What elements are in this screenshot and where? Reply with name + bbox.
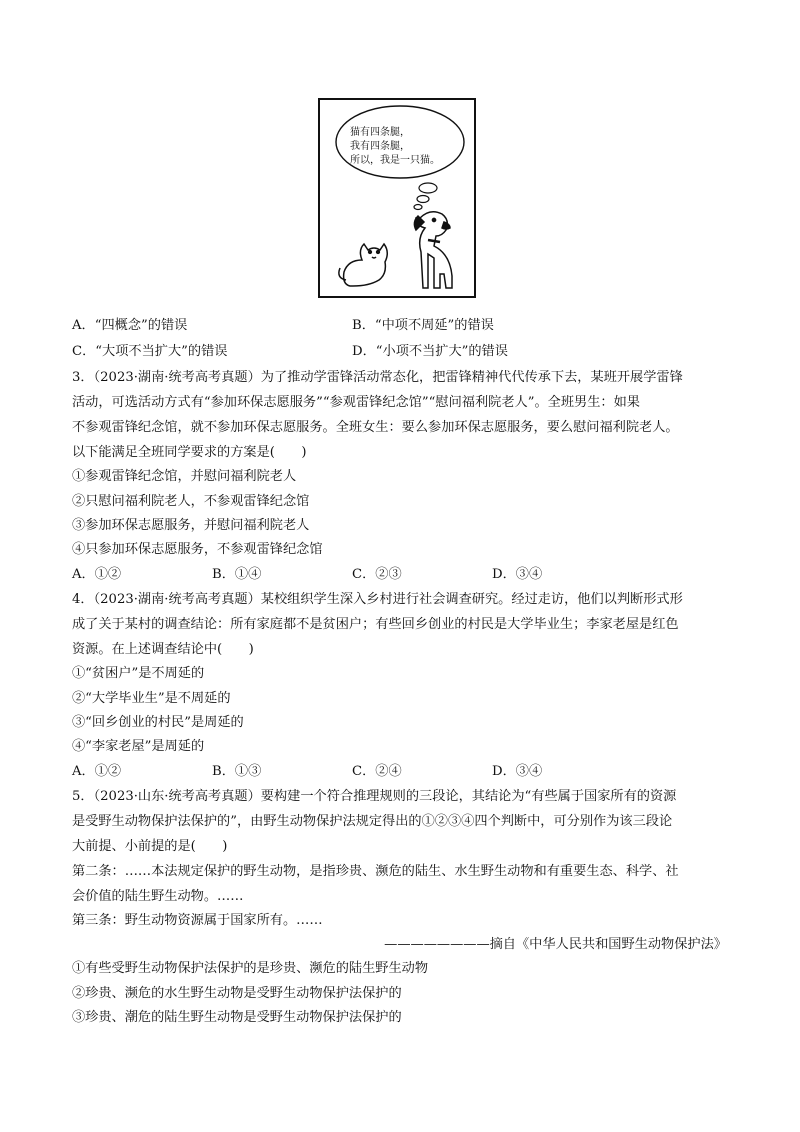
q3-option-d[interactable]: D．③④ (492, 567, 543, 582)
q2-option-a[interactable]: A．“四概念”的错误 (72, 318, 188, 333)
q5-statement: ①有些受野生动物保护法保护的是珍贵、濒危的陆生野生动物 (72, 961, 429, 976)
q3-stem-line: 不参观雷锋纪念馆，就不参加环保志愿服务。全班女生：要么参加环保志愿服务，要么慰问福利院老人。 (72, 420, 679, 435)
q4-stem-line: 资源。在上述调查结论中( ) (72, 642, 254, 657)
q4-stem-line: 4．（2023·湖南·统考高考真题）某校组织学生深入乡村进行社会调查研究。经过走访，他们以判断形式形 (72, 592, 683, 607)
q5-stem-line: 大前提、小前提的是( ) (72, 839, 228, 854)
q4-statement: ②“大学毕业生”是不周延的 (72, 691, 231, 706)
q5-law-line: 第三条：野生动物资源属于国家所有。…… (72, 913, 323, 928)
thought-dot-small (414, 205, 422, 210)
q3-stem-line: 活动，可选活动方式有“参加环保志愿服务”“参观雷锋纪念馆”“慰问福利院老人”。全班男生：如果 (72, 395, 640, 410)
q4-statement: ④“李家老屋”是周延的 (72, 739, 205, 754)
q5-statement: ②珍贵、濒危的水生野生动物是受野生动物保护法保护的 (72, 986, 402, 1001)
cartoon-illustration (318, 98, 476, 298)
q4-option-c[interactable]: C．②④ (352, 764, 402, 779)
q5-statement: ③珍贵、潮危的陆生野生动物是受野生动物保护法保护的 (72, 1010, 402, 1025)
bubble-line: 猫有四条腿， (350, 127, 410, 138)
q5-stem-line: 5．（2023·山东·统考高考真题）要构建一个符合推理规则的三段论，其结论为“有些属于国家所有的资源 (72, 789, 677, 804)
q4-statement: ③“回乡创业的村民”是周延的 (72, 715, 244, 730)
q3-option-a[interactable]: A．①② (72, 567, 122, 582)
q3-statement: ④只参加环保志愿服务，不参观雷锋纪念馆 (72, 542, 323, 557)
q3-option-b[interactable]: B．①④ (212, 567, 262, 582)
q3-stem-line: 以下能满足全班同学要求的方案是( ) (72, 445, 307, 460)
q3-statement: ②只慰问福利院老人，不参观雷锋纪念馆 (72, 494, 310, 509)
q3-stem-line: 3．（2023·湖南·统考高考真题）为了推动学雷锋活动常态化，把雷锋精神代代传承下去，某班开展学雷锋 (72, 370, 683, 385)
cat-figure (339, 244, 387, 286)
thought-dot-large (419, 183, 437, 193)
q4-option-a[interactable]: A．①② (72, 764, 122, 779)
speech-bubble-text (350, 126, 460, 168)
q5-source-citation: ————————摘自《中华人民共和国野生动物保护法》 (384, 937, 727, 952)
q5-stem-line: 是受野生动物保护法保护的”，由野生动物保护法规定得出的①②③④四个判断中，可分别作为该三段论 (72, 814, 673, 829)
q4-option-b[interactable]: B．①③ (212, 764, 262, 779)
dog-figure (414, 212, 452, 288)
q2-option-d[interactable]: D．“小项不当扩大”的错误 (352, 344, 508, 359)
q5-law-line: 第二条：……本法规定保护的野生动物，是指珍贵、濒危的陆生、水生野生动物和有重要生态、科学、社 (72, 864, 679, 879)
q2-option-b[interactable]: B．“中项不周延”的错误 (352, 318, 494, 333)
q3-option-c[interactable]: C．②③ (352, 567, 402, 582)
q2-option-c[interactable]: C．“大项不当扩大”的错误 (72, 344, 228, 359)
bubble-line: 我有四条腿， (350, 141, 410, 152)
bubble-line: 所以，我是一只猫。 (350, 155, 440, 166)
q4-option-d[interactable]: D．③④ (492, 764, 543, 779)
q4-statement: ①“贫困户”是不周延的 (72, 666, 205, 681)
q3-statement: ③参加环保志愿服务，并慰问福利院老人 (72, 518, 310, 533)
q4-stem-line: 成了关于某村的调查结论：所有家庭都不是贫困户；有些回乡创业的村民是大学毕业生；李家老屋是红色 (72, 617, 679, 632)
thought-dot-medium (417, 196, 429, 203)
q5-law-line: 会价值的陆生野生动物。…… (72, 889, 244, 904)
q3-statement: ①参观雷锋纪念馆，并慰问福利院老人 (72, 469, 297, 484)
